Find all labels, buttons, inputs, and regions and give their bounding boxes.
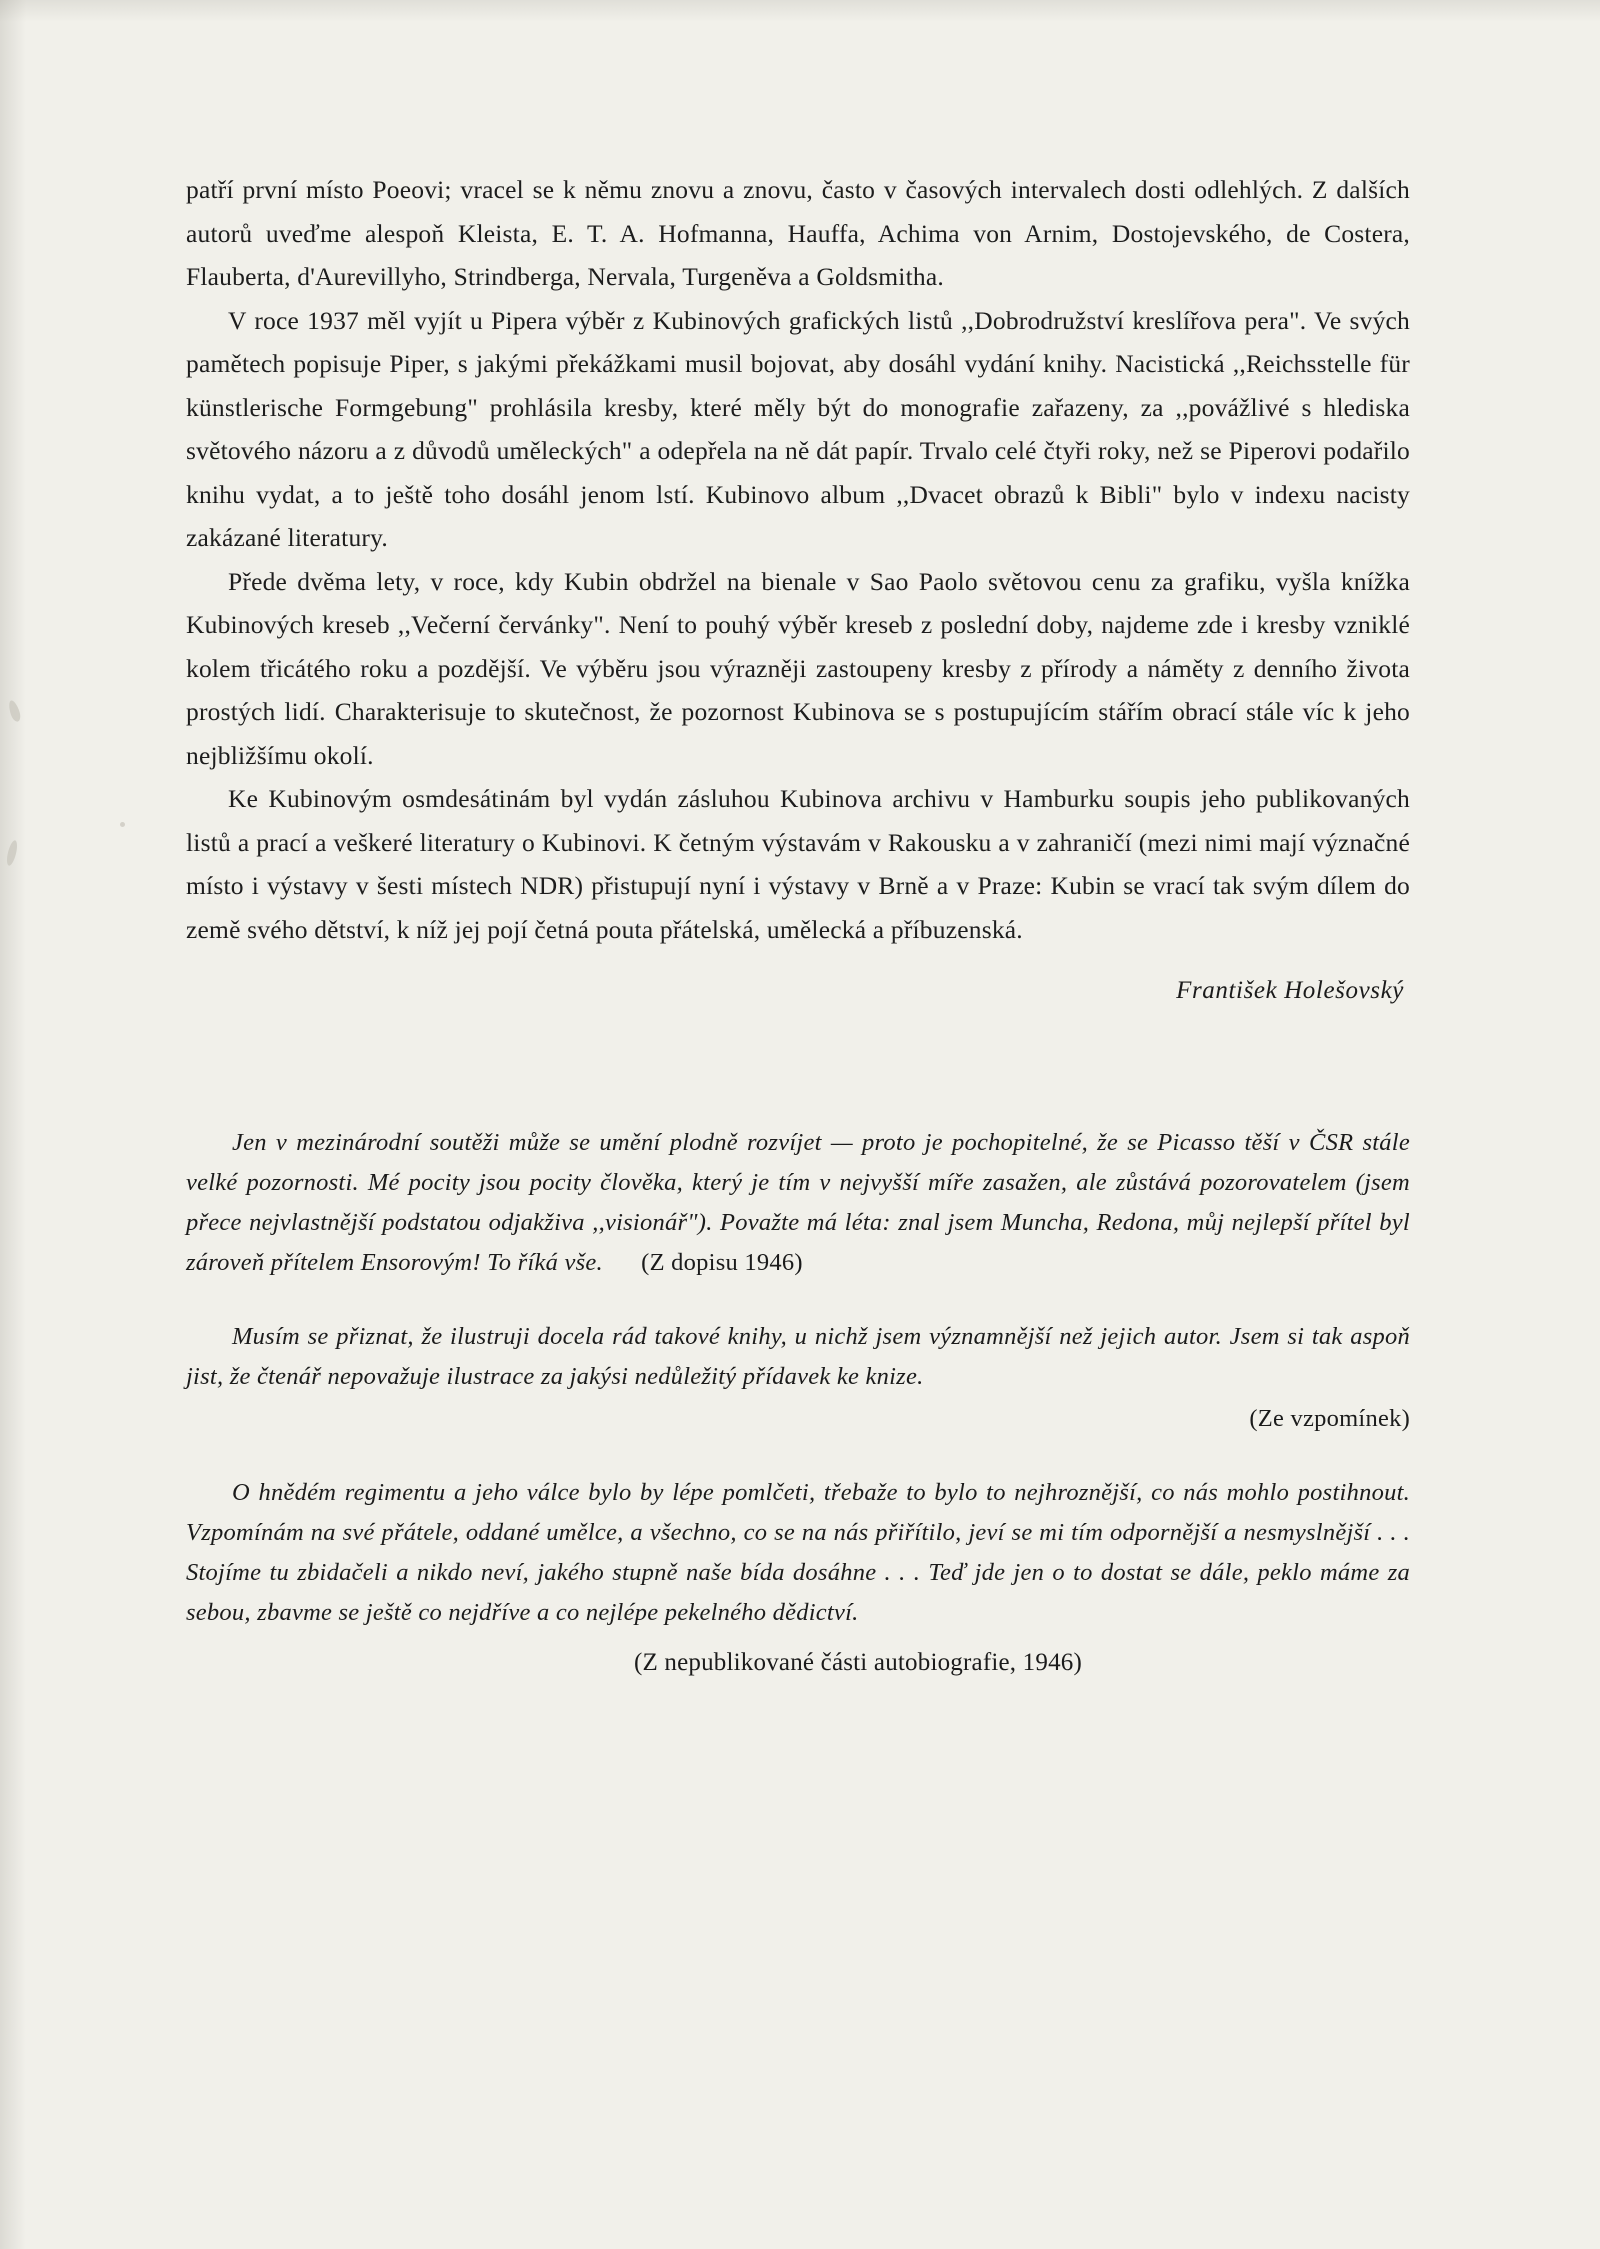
quote-text-1 bbox=[186, 1123, 1410, 1283]
quote-attribution-1: (Z dopisu 1946) bbox=[602, 1249, 803, 1276]
quote-text-2: Musím se přiznat, že ilustruji docela rád takové knihy, u nichž jsem významnější než jejich autor. Jsem si tak aspoň jist, že čtenář nepovažuje ilustrace za jakýsi nedůležitý přídavek ke knize. bbox=[186, 1323, 1410, 1390]
page-artifact-speck bbox=[120, 822, 125, 827]
article-body bbox=[186, 168, 1410, 951]
paragraph-2: V roce 1937 měl vyjít u Pipera výběr z Kubinových grafických listů ,,Dobrodružství kreslířova pera". Ve svých pamětech popisuje Piper, s jakými překážkami musil bojovat, aby dosáhl vydání knihy. Nacistická ,,Reichsstelle für künstlerische Formgebung" prohlásila kresby, které měly být do monografie zařazeny, za ,,povážlivé s hlediska světového názoru a z důvodů uměleckých" a odepřela na ně dát papír. Trvalo celé čtyři roky, než se Piperovi podařilo knihu vydat, a to ještě toho dosáhl jenom lstí. Kubinovo album ,,Dvacet obrazů k Bibli" bylo v indexu nacisty zakázané literatury. bbox=[186, 305, 1410, 552]
page-artifact-mark bbox=[7, 699, 22, 723]
quote-attribution-2: (Ze vzpomínek) bbox=[1249, 1405, 1410, 1432]
quote-attribution-3: (Z nepublikované části autobiografie, 1946) bbox=[633, 1649, 1083, 1676]
quote-block-1 bbox=[186, 1123, 1410, 1283]
quote-block-3 bbox=[186, 1473, 1410, 1683]
author-signature: František Holešovský bbox=[1176, 977, 1404, 1004]
page-artifact-mark bbox=[5, 839, 19, 866]
page-content bbox=[186, 168, 1410, 1717]
paragraph-1: patří první místo Poeovi; vracel se k němu znovu a znovu, často v časových intervalech dosti odlehlých. Z dalších autorů uveďme alespoň Kleista, E. T. A. Hofmanna, Hauffa, Achima von Arnim, Dostojevského, de Costera, Flauberta, d'Aurevillyho, Strindberga, Nervala, Turgeněva a Goldsmitha. bbox=[186, 175, 1410, 291]
paragraph-4: Ke Kubinovým osmdesátinám byl vydán zásluhou Kubinova archivu v Hamburku soupis jeho publikovaných listů a prací a veškeré literatury o Kubinovi. K četným výstavám v Rakousku a v zahraničí (mezi nimi mají význačné místo i výstavy v šesti místech NDR) přistupují nyní i výstavy v Brně a v Praze: Kubin se vrací tak svým dílem do země svého dětství, k níž jej pojí četná pouta přátelská, umělecká a příbuzenská. bbox=[186, 784, 1410, 944]
quote-block-2 bbox=[186, 1317, 1410, 1439]
quote-body-1: Jen v mezinárodní soutěži může se umění plodně rozvíjet — proto je pochopitelné, že se Picasso těší v ČSR stále velké pozornosti. Mé pocity jsou pocity člověka, který je tím v nejvyšší míře zasažen, ale zůstává pozorovatelem (jsem přece nejvlastnější podstatou odjakživa ,,visionář"). Považte má léta: znal jsem Muncha, Redona, můj nejlepší přítel byl zároveň přítelem Ensorovým! To říká vše. bbox=[186, 1129, 1410, 1276]
quote-text-3: O hnědém regimentu a jeho válce bylo by lépe pomlčeti, třebaže to bylo to nejhroznější, co nás mohlo postihnout. Vzpomínám na své přátele, oddané umělce, a všechno, co se na nás přiřítilo, jeví se mi tím odpornější a nesmyslnější . . . Stojíme tu zbidačeli a nikdo neví, jakého stupně naše bída dosáhne . . . Teď jde jen o to dostat se dále, peklo máme za sebou, zbavme se ještě co nejdříve a co nejlépe pekelného dědictví. bbox=[186, 1479, 1410, 1626]
quotes-section bbox=[186, 1123, 1410, 1683]
paragraph-3: Přede dvěma lety, v roce, kdy Kubin obdržel na bienale v Sao Paolo světovou cenu za grafiku, vyšla knížka Kubinových kreseb ,,Večerní červánky". Není to pouhý výběr kreseb z poslední doby, najdeme zde i kresby vzniklé kolem třicátého roku a pozdější. Ve výběru jsou výrazněji zastoupeny kresby z přírody a náměty z denního života prostých lidí. Charakterisuje to skutečnost, že pozornost Kubinova se s postupujícím stářím obrací stále víc k jeho nejbližšímu okolí. bbox=[186, 566, 1410, 770]
page-top-shadow bbox=[0, 0, 1600, 22]
page-edge-shadow bbox=[0, 0, 26, 2249]
